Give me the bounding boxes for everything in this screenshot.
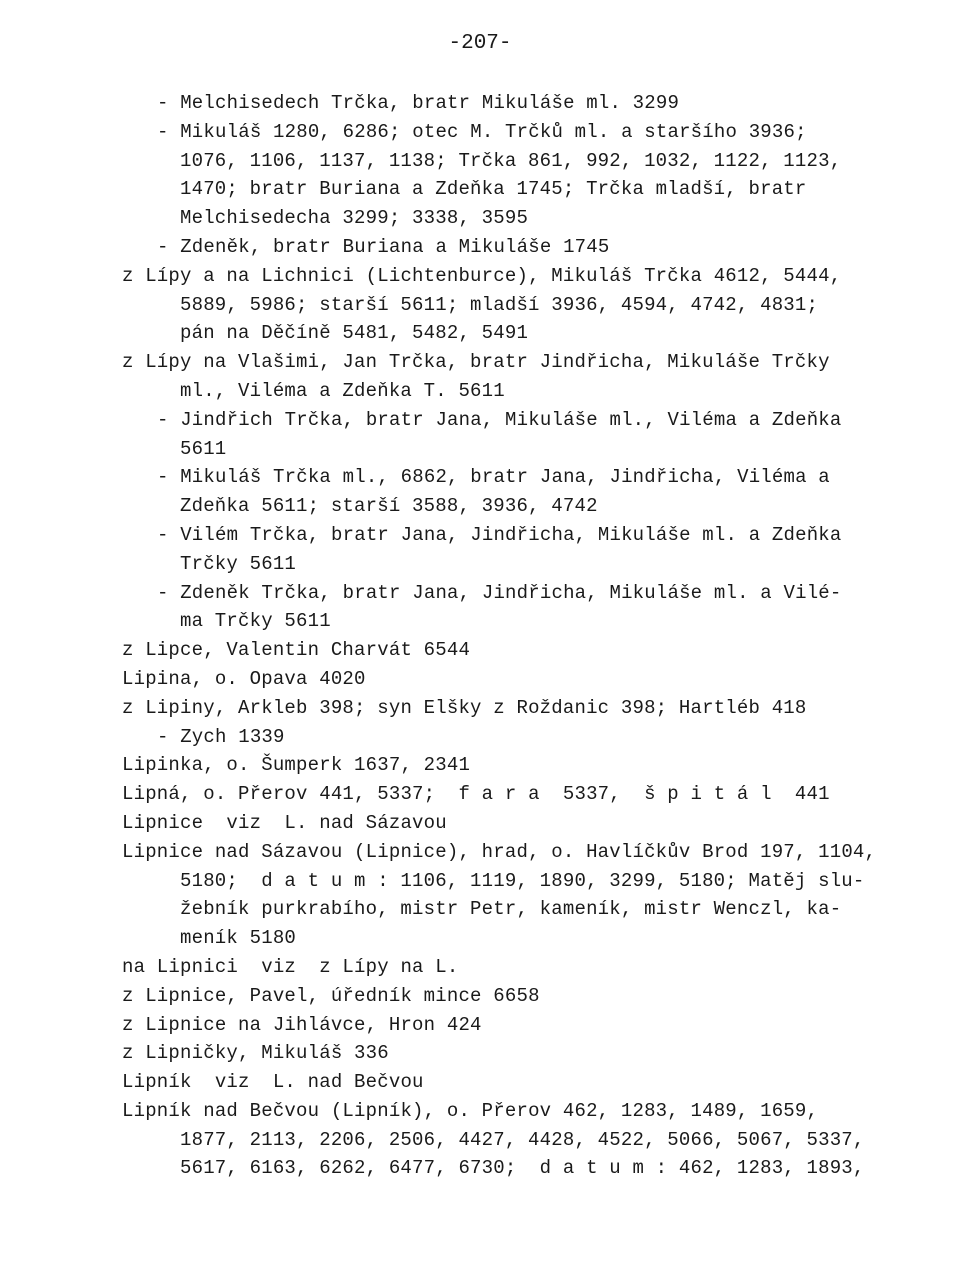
index-line: Lipina, o. Opava 4020 bbox=[122, 667, 366, 690]
index-line: - Jindřich Trčka, bratr Jana, Mikuláše ml., Viléma a Zdeňka bbox=[157, 408, 842, 431]
index-line: z Lipce, Valentin Charvát 6544 bbox=[122, 639, 471, 662]
index-line: meník 5180 bbox=[180, 927, 297, 950]
index-line: 1877, 2113, 2206, 2506, 4427, 4428, 4522, 5066, 5067, 5337, bbox=[180, 1128, 865, 1151]
index-line: z Lipničky, Mikuláš 336 bbox=[122, 1042, 389, 1065]
index-line: - Zych 1339 bbox=[157, 725, 285, 748]
index-line: Trčky 5611 bbox=[180, 552, 297, 575]
index-entries bbox=[0, 89, 960, 1183]
index-line: z Lípy a na Lichnici (Lichtenburce), Mikuláš Trčka 4612, 5444, bbox=[122, 264, 842, 287]
index-line: ml., Viléma a Zdeňka T. 5611 bbox=[180, 379, 505, 402]
index-line: - Mikuláš 1280, 6286; otec M. Trčků ml. a staršího 3936; bbox=[157, 120, 807, 143]
index-line: Melchisedecha 3299; 3338, 3595 bbox=[180, 207, 529, 230]
index-line: z Lipnice, Pavel, úředník mince 6658 bbox=[122, 984, 540, 1007]
index-line: na Lipnici viz z Lípy na L. bbox=[122, 955, 459, 978]
index-line: 1470; bratr Buriana a Zdeňka 1745; Trčka mladší, bratr bbox=[180, 178, 807, 201]
index-line: ma Trčky 5611 bbox=[180, 610, 331, 633]
index-line: - Mikuláš Trčka ml., 6862, bratr Jana, Jindřicha, Viléma a bbox=[157, 466, 830, 489]
index-line: Lipník nad Bečvou (Lipník), o. Přerov 462, 1283, 1489, 1659, bbox=[122, 1099, 819, 1122]
index-line: 5611 bbox=[180, 437, 227, 460]
index-line: žebník purkrabího, mistr Petr, kameník, mistr Wenczl, ka- bbox=[180, 898, 842, 921]
index-line: Lipnice viz L. nad Sázavou bbox=[122, 811, 447, 834]
index-line: z Lípy na Vlašimi, Jan Trčka, bratr Jindřicha, Mikuláše Trčky bbox=[122, 351, 830, 374]
index-line: z Lipnice na Jihlávce, Hron 424 bbox=[122, 1013, 482, 1036]
index-line: 1076, 1106, 1137, 1138; Trčka 861, 992, 1032, 1122, 1123, bbox=[180, 149, 842, 172]
index-line: Lipnice nad Sázavou (Lipnice), hrad, o. Havlíčkův Brod 197, 1104, bbox=[122, 840, 877, 863]
index-line: 5180; d a t u m : 1106, 1119, 1890, 3299, 5180; Matěj slu- bbox=[180, 869, 865, 892]
index-line: z Lipiny, Arkleb 398; syn Elšky z Roždanic 398; Hartléb 418 bbox=[122, 696, 807, 719]
index-line: Zdeňka 5611; starší 3588, 3936, 4742 bbox=[180, 495, 598, 518]
page-number: -207- bbox=[448, 32, 512, 55]
index-line: - Melchisedech Trčka, bratr Mikuláše ml. 3299 bbox=[157, 92, 680, 114]
index-line: Lipná, o. Přerov 441, 5337; f a r a 5337, š p i t á l 441 bbox=[122, 783, 830, 806]
index-line: Lipník viz L. nad Bečvou bbox=[122, 1071, 424, 1094]
index-line: pán na Děčíně 5481, 5482, 5491 bbox=[180, 322, 529, 345]
index-line: 5617, 6163, 6262, 6477, 6730; d a t u m : 462, 1283, 1893, bbox=[180, 1157, 865, 1180]
index-line: - Zdeněk, bratr Buriana a Mikuláše 1745 bbox=[157, 235, 610, 258]
index-line: Lipinka, o. Šumperk 1637, 2341 bbox=[122, 754, 471, 777]
index-line: - Zdeněk Trčka, bratr Jana, Jindřicha, Mikuláše ml. a Vilé- bbox=[157, 581, 842, 604]
index-line: - Vilém Trčka, bratr Jana, Jindřicha, Mikuláše ml. a Zdeňka bbox=[157, 523, 842, 546]
index-line: 5889, 5986; starší 5611; mladší 3936, 4594, 4742, 4831; bbox=[180, 293, 819, 316]
